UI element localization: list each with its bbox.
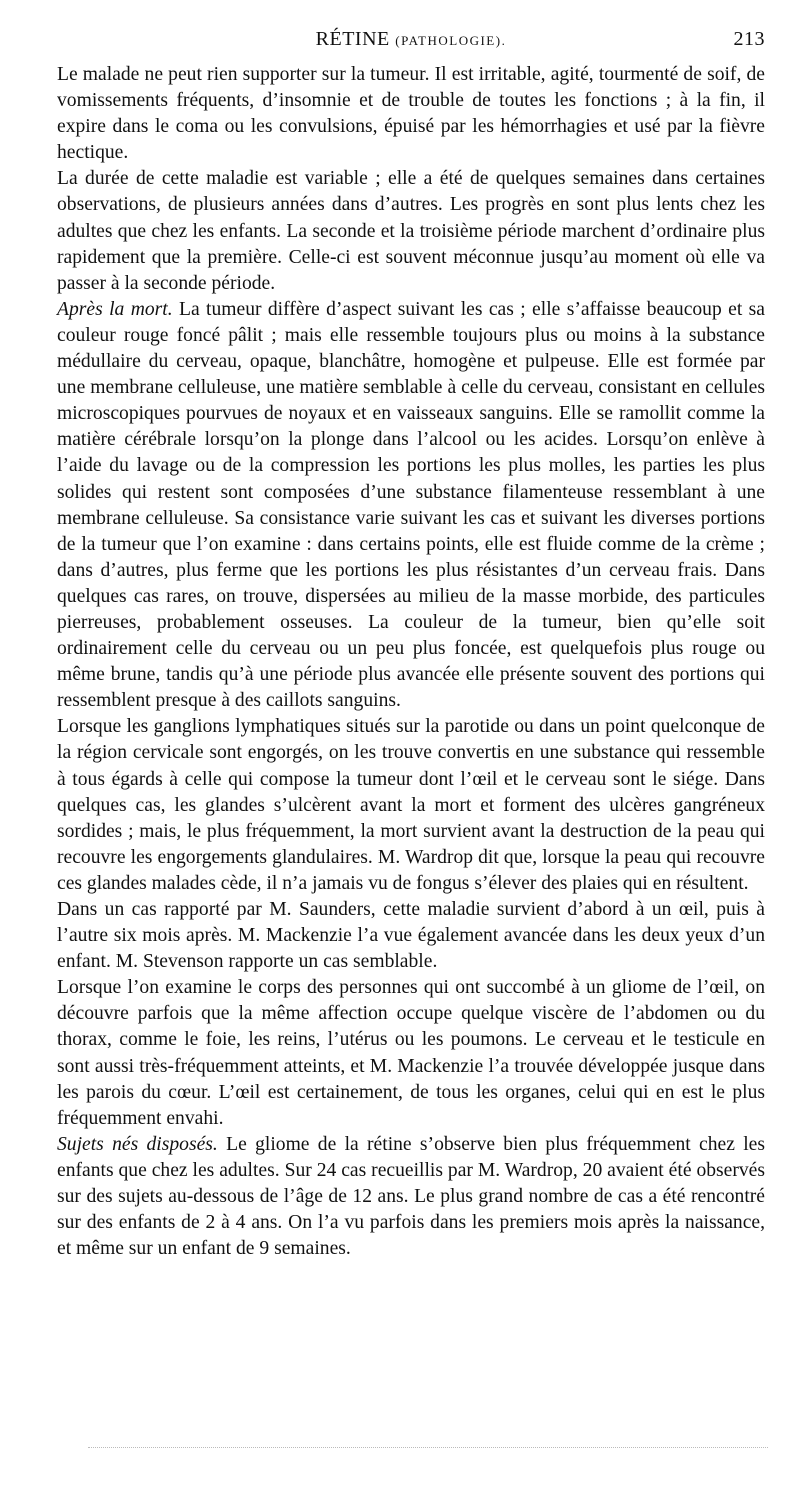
paragraph-text: Lorsque les ganglions lymphatiques situés sur la parotide ou dans un point quelconque de la région cervicale sont engorgés, on les trouve convertis en une substance qui ressemble à tous égards à celle qui compose la tumeur dont l’œil et le cerveau sont le siége. Dans quelques cas, les glandes s’ulcèrent avant la mort et forment des ulcères gangréneux sordides ; mais, le plus fréquemment, la mort survient avant la destruction de la peau qui recouvre les engorgements glandulaires. M. Wardrop dit que, lorsque la peau qui recouvre ces glandes malades cède, il n’a jamais vu de fongus s’élever des plaies qui en résultent. [57,716,765,894]
title-sub: (PATHOLOGIE). [395,33,507,48]
paragraph-1 [57,62,765,166]
paragraph-5 [57,897,765,975]
paragraph-text: Dans un cas rapporté par M. Saunders, cette maladie survient d’abord à un œil, puis à l’autre six mois après. M. Mackenzie l’a vue également avancée dans les deux yeux d’un enfant. M. Stevenson rapporte un cas semblable. [57,899,765,973]
title-main: RÉTINE [315,28,390,50]
page [57,28,765,1262]
paragraph-3 [57,297,765,715]
paragraph-4 [57,714,765,897]
paragraph-text: Le malade ne peut rien supporter sur la tumeur. Il est irritable, agité, tourmenté de soif, de vomissements fréquents, d’insomnie et de trouble de toutes les fonctions ; à la fin, il expire dans le coma ou les convulsions, épuisé par les hémorrhagies et usé par la fièvre hectique. [57,64,765,164]
paragraph-text: La durée de cette maladie est variable ; elle a été de quelques semaines dans certaines observations, de plusieurs années dans d’autres. Les progrès en sont plus lents chez les adultes que chez les enfants. La seconde et la troisième période marchent d’ordinaire plus rapidement que la première. Celle-ci est souvent méconnue jusqu’au moment où elle va passer à la seconde période. [57,168,765,294]
paragraph-2 [57,166,765,296]
running-title [57,28,765,51]
page-number: 213 [733,28,765,50]
paragraph-6 [57,975,765,1132]
footer-rule [88,1447,768,1448]
paragraph-lead: Sujets nés disposés. [57,1133,218,1155]
paragraph-text: La tumeur diffère d’aspect suivant les cas ; elle s’affaisse beaucoup et sa couleur rouge foncé pâlit ; mais elle ressemble toujours plus ou moins à la substance médullaire du cerveau, opaque, blanchâtre, homogène et pulpeuse. Elle est formée par une membrane celluleuse, une matière semblable à celle du cerveau, consistant en cellules microscopiques pourvues de noyaux et en vaisseaux sanguins. Elle se ramollit comme la matière cérébrale lorsqu’on la plonge dans l’alcool ou les acides. Lorsqu’on enlève à l’aide du lavage ou de la compression les portions les plus molles, les parties les plus solides qui restent sont composées d’une substance filamenteuse ressemblant à une membrane celluleuse. Sa consistance varie suivant les cas et suivant les diverses portions de la tumeur que l’on examine : dans certains points, elle est fluide comme de la crème ; dans d’autres, plus ferme que les portions les plus résistantes d’un cerveau frais. Dans quelques cas rares, on trouve, dispersées au milieu de la masse morbide, des particules pierreuses, probablement osseuses. La couleur de la tumeur, bien qu’elle soit ordinairement celle du cerveau ou un peu plus foncée, est quelquefois plus rouge ou même brune, tandis qu’à une période plus avancée elle présente souvent des portions qui ressemblent presque à des caillots sanguins. [57,298,765,712]
paragraph-text: Lorsque l’on examine le corps des personnes qui ont succombé à un gliome de l’œil, on découvre parfois que la même affection occupe quelque viscère de l’abdomen ou du thorax, comme le foie, les reins, l’utérus ou les poumons. Le cerveau et le testicule en sont aussi très-fréquemment atteints, et M. Mackenzie l’a trouvée développée jusque dans les parois du cœur. L’œil est certainement, de tous les organes, celui qui en est le plus fréquemment envahi. [57,977,765,1129]
paragraph-lead: Après la mort. [57,298,173,320]
paragraph-text: Le gliome de la rétine s’observe bien plus fréquemment chez les enfants que chez les adultes. Sur 24 cas recueillis par M. Wardrop, 20 avaient été observés sur des sujets au-dessous de l’âge de 12 ans. Le plus grand nombre de cas a été rencontré sur des enfants de 2 à 4 ans. On l’a vu parfois dans les premiers mois après la naissance, et même sur un enfant de 9 semaines. [57,1133,765,1260]
body-text [57,62,765,1262]
running-head [57,28,765,56]
paragraph-7 [57,1132,765,1262]
